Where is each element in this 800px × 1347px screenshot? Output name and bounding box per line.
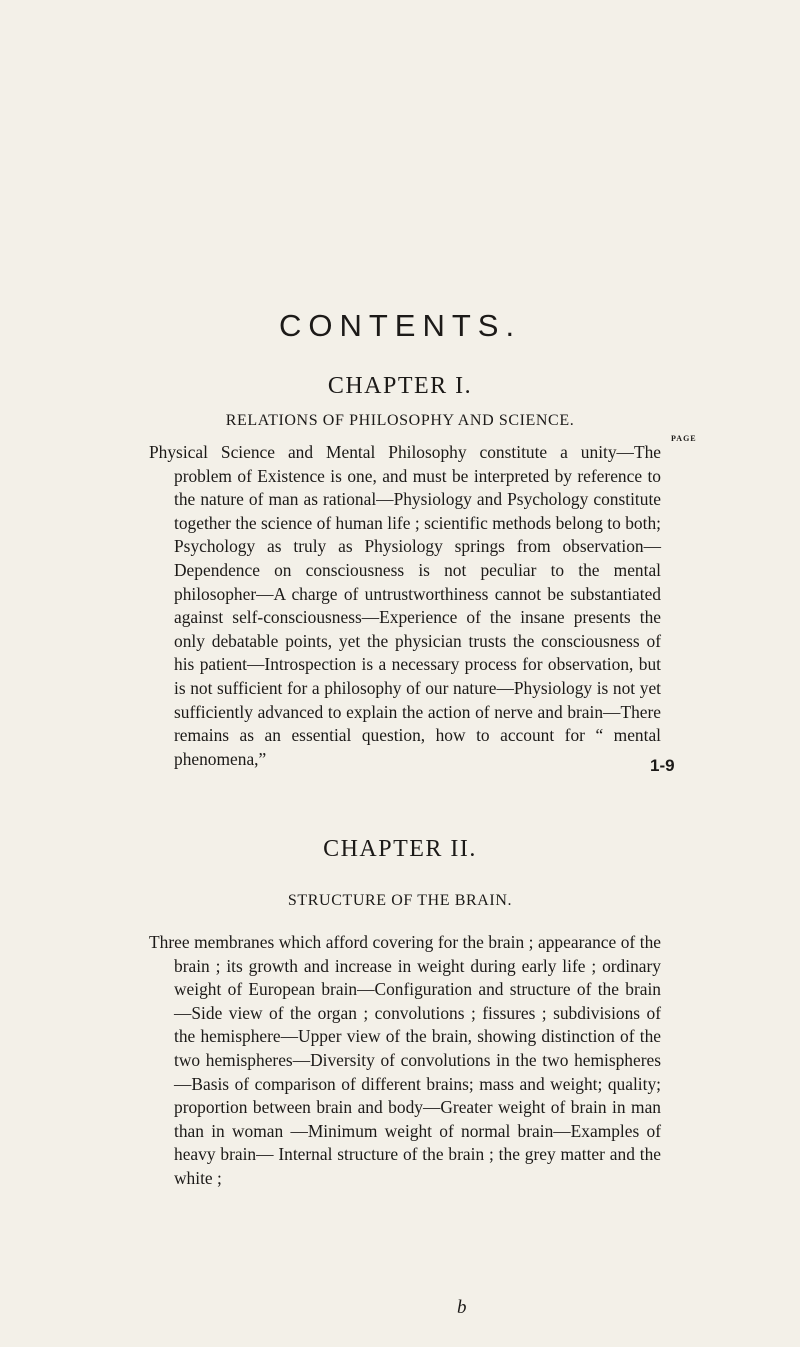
signature-mark: b: [457, 1297, 467, 1318]
chapter-1-heading: CHAPTER I.: [327, 373, 473, 399]
chapter-2-subtitle: STRUCTURE OF THE BRAIN.: [287, 892, 513, 909]
chapter-1-page-range: 1-9: [650, 756, 675, 775]
chapter-2-summary: Three membranes which afford covering for the brain ; appearance of the brain ; its growth and increase in weight during early life ; ordinary weight of European brain—Configuration and structure of the brain—Side view of the organ ; convolutions ; fissures ; subdivisions of the hemisphere—Upper view of the brain, showing distinction of the two hemispheres—Diversity of convolutions in the two hemispheres—Basis of comparison of different brains; mass and weight; quality; proportion between brain and body—Greater weight of brain in man than in woman —Minimum weight of normal brain—Examples of heavy brain— Internal structure of the brain ; the grey matter and the white ;: [149, 932, 661, 1188]
page-column-label: PAGE: [671, 434, 697, 443]
chapter-2-heading: CHAPTER II.: [323, 836, 477, 862]
chapter-1-summary: Physical Science and Mental Philosophy constitute a unity—The problem of Existence is one, and must be interpreted by reference to the nature of man as rational—Physiology and Psychology constitute together the science of human life ; scientific methods belong to both; Psychology as truly as Physiology springs from observation—Dependence on consciousness is not peculiar to the mental philosopher—A charge of untrustworthiness cannot be substantiated against self-consciousness—Experience of the insane presents the only debatable points, yet the physician trusts the consciousness of his patient—Introspection is a necessary process for observation, but is not sufficient for a philosophy of our nature—Physiology is not yet sufficiently advanced to explain the action of nerve and brain—There remains as an essential question, how to account for “ mental phenomena,”: [149, 442, 661, 769]
chapter-1-subtitle: RELATIONS OF PHILOSOPHY AND SCIENCE.: [225, 412, 575, 429]
page-title: CONTENTS.: [278, 308, 522, 343]
